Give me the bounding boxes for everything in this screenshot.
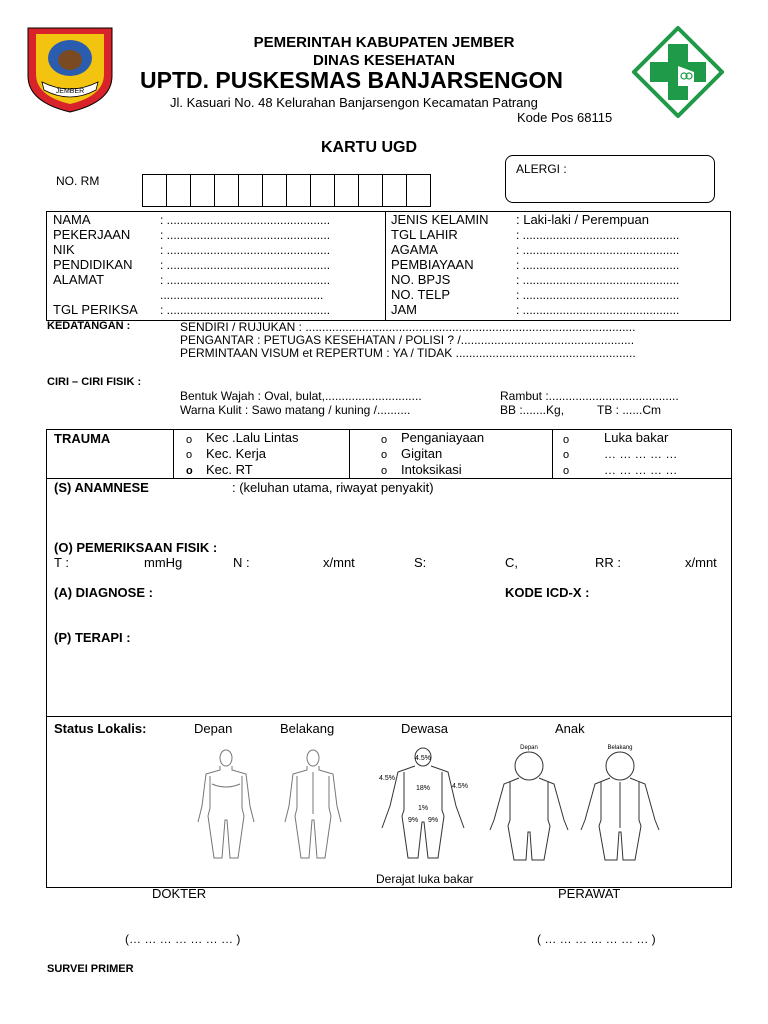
status-lokalis-label: Status Lokalis: (54, 721, 147, 736)
field-value[interactable]: : ................................................. (160, 228, 331, 242)
field-value[interactable]: : Laki-laki / Perempuan (516, 212, 649, 227)
vital-n-label: N : (233, 555, 250, 570)
child-burn-chart-back[interactable] (577, 742, 663, 864)
dokter-signature[interactable]: (… … … … … … … ) (125, 932, 241, 946)
terapi-label: (P) TERAPI : (54, 630, 131, 645)
ciri-fisik-label: CIRI – CIRI FISIK : (47, 376, 142, 388)
trauma-option-label: Gigitan (401, 446, 443, 461)
trauma-option-label: … … … … … (604, 447, 678, 461)
belakang-label: Belakang (280, 721, 335, 736)
field-label: JENIS KELAMIN (391, 212, 489, 227)
field-value[interactable]: : ................................................. (160, 243, 331, 257)
burn-pct-head: 4.5% (415, 755, 431, 762)
burn-pct-leg-right: 9% (427, 817, 439, 824)
field-value[interactable]: : ............................................... (516, 288, 680, 302)
kedatangan-line[interactable]: PENGANTAR : PETUGAS KESEHATAN / POLISI ? /.................................................... (180, 333, 635, 347)
trauma-option-label: Kec. RT (206, 462, 253, 477)
field-label: NO. TELP (391, 287, 451, 302)
field-label: PEMBIAYAAN (391, 257, 474, 272)
trauma-divider (173, 429, 174, 479)
field-value[interactable]: : ................................................. (160, 303, 331, 317)
field-value[interactable]: : ............................................... (516, 303, 680, 317)
burn-pct-leg-left: 9% (407, 817, 419, 824)
puskesmas-logo (632, 26, 724, 118)
dokter-label: DOKTER (152, 886, 207, 901)
address: Jl. Kasuari No. 48 Kelurahan Banjarsengon Kecamatan Patrang (170, 95, 538, 110)
kedatangan-label: KEDATANGAN : (47, 320, 131, 332)
field-label: PEKERJAAN (53, 227, 131, 242)
child-burn-chart-front[interactable] (486, 742, 572, 864)
field-value[interactable]: : ................................................. (160, 213, 331, 227)
field-label: ALAMAT (53, 272, 105, 287)
alergi-box[interactable] (505, 155, 715, 203)
dewasa-label: Dewasa (401, 721, 448, 736)
field-label: TGL PERIKSA (53, 302, 138, 317)
card-title: KARTU UGD (321, 139, 417, 156)
vital-mmhg-unit: mmHg (144, 555, 183, 570)
radio-bullet-icon: o (186, 434, 193, 446)
burn-pct-groin: 1% (417, 805, 429, 812)
survei-primer-heading: SURVEI PRIMER (47, 963, 134, 975)
perawat-label: PERAWAT (558, 886, 621, 901)
field-value[interactable]: : ............................................... (516, 258, 680, 272)
pemeriksaan-fisik-label: (O) PEMERIKSAAN FISIK : (54, 540, 218, 555)
radio-bullet-icon: o (381, 434, 388, 446)
status-top-line (46, 716, 731, 717)
field-value[interactable]: : ............................................... (516, 228, 680, 242)
kode-icd-label: KODE ICD-X : (505, 585, 590, 600)
body-back-diagram[interactable] (277, 748, 349, 863)
vital-xmnt-unit: x/mnt (685, 555, 717, 570)
perawat-signature[interactable]: ( … … … … … … … ) (537, 932, 656, 946)
child-back-label: Belakang (607, 745, 633, 751)
trauma-option-label: Kec .Lalu Lintas (206, 430, 299, 445)
field-value[interactable]: : ................................................. (160, 258, 331, 272)
field-label: AGAMA (391, 242, 438, 257)
anak-label: Anak (555, 721, 585, 736)
trauma-label: TRAUMA (54, 431, 111, 446)
radio-bullet-icon: o (381, 449, 388, 461)
burn-pct-trunk: 18% (415, 785, 431, 792)
anamnese-label: (S) ANAMNESE (54, 480, 149, 495)
warna-kulit[interactable]: Warna Kulit : Sawo matang / kuning /.......... (180, 403, 411, 417)
radio-bullet-icon: o (186, 465, 193, 477)
radio-bullet-icon: o (563, 449, 570, 461)
terapi-field[interactable] (54, 648, 714, 710)
derajat-caption: Derajat luka bakar (376, 872, 474, 886)
burn-pct-arm-left: 4.5% (379, 775, 395, 782)
field-label: NO. BPJS (391, 272, 451, 287)
depan-label: Depan (194, 721, 233, 736)
berat-badan[interactable]: BB :.......Kg, (500, 403, 565, 417)
crest-text: JEMBER (55, 88, 85, 95)
postal-code: Kode Pos 68115 (517, 110, 613, 125)
tinggi-badan[interactable]: TB : ......Cm (597, 403, 662, 417)
field-label: NAMA (53, 212, 91, 227)
burn-pct-arm-right: 4.5% (452, 783, 468, 790)
child-front-label: Depan (520, 745, 538, 751)
field-label: PENDIDIKAN (53, 257, 133, 272)
bentuk-wajah[interactable]: Bentuk Wajah : Oval, bulat,............................. (180, 389, 422, 403)
diagnose-label: (A) DIAGNOSE : (54, 585, 153, 600)
kedatangan-line[interactable]: SENDIRI / RUJUKAN : ................................................................................................... (180, 320, 636, 334)
vital-c-unit: C, (505, 555, 518, 570)
trauma-option-label: … … … … … (604, 463, 678, 477)
vital-rr-label: RR : (595, 555, 621, 570)
no-rm-label: NO. RM (56, 174, 100, 188)
radio-bullet-icon: o (563, 434, 570, 446)
dept-name: DINAS KESEHATAN (313, 52, 455, 69)
gov-name: PEMERINTAH KABUPATEN JEMBER (253, 34, 515, 51)
rambut[interactable]: Rambut :....................................... (500, 389, 679, 403)
trauma-option-label: Luka bakar (604, 430, 669, 445)
radio-bullet-icon: o (381, 465, 388, 477)
radio-bullet-icon: o (563, 465, 570, 477)
body-front-diagram[interactable] (190, 748, 262, 863)
trauma-divider (349, 429, 350, 479)
field-label: TGL LAHIR (391, 227, 458, 242)
field-label: NIK (53, 242, 75, 257)
vital-t-label: T : (54, 555, 69, 570)
anamnese-hint: : (keluhan utama, riwayat penyakit) (232, 480, 434, 495)
field-value[interactable]: ................................................. (160, 288, 324, 302)
anamnese-field[interactable] (54, 496, 714, 536)
kedatangan-line[interactable]: PERMINTAAN VISUM et REPERTUM : YA / TIDAK ...................................................... (180, 346, 636, 360)
field-label: JAM (391, 302, 417, 317)
identity-divider (385, 211, 386, 320)
field-value[interactable]: : ................................................. (160, 273, 331, 287)
trauma-divider (552, 429, 553, 479)
trauma-option-label: Intoksikasi (401, 462, 462, 477)
field-value[interactable]: : ............................................... (516, 243, 680, 257)
vital-xmnt-unit: x/mnt (323, 555, 355, 570)
puskesmas-name: UPTD. PUSKESMAS BANJARSENGON (140, 67, 563, 93)
trauma-option-label: Kec. Kerja (206, 446, 266, 461)
radio-bullet-icon: o (186, 449, 193, 461)
field-value[interactable]: : ............................................... (516, 273, 680, 287)
trauma-option-label: Penganiayaan (401, 430, 485, 445)
alergi-label: ALERGI : (516, 162, 567, 176)
vital-s-label: S: (414, 555, 427, 570)
trauma-bottom-line (46, 478, 731, 479)
adult-burn-chart[interactable] (372, 746, 474, 864)
